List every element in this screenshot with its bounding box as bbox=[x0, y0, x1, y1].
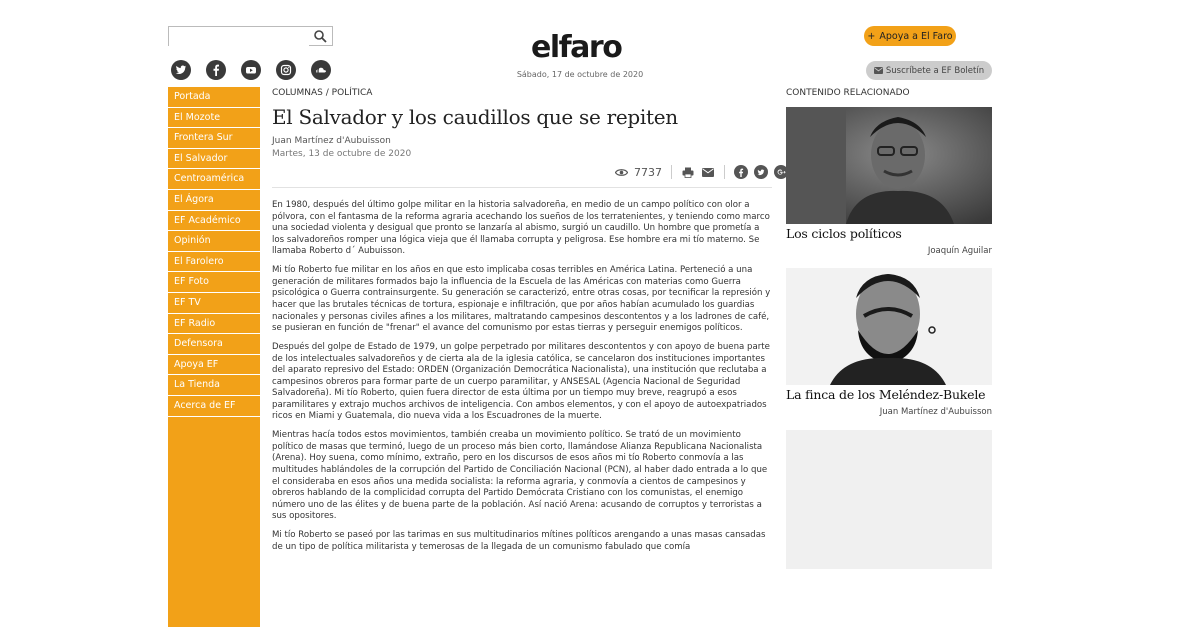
article-title: El Salvador y los caudillos que se repiten bbox=[272, 105, 678, 129]
nav-item-portada[interactable]: Portada bbox=[168, 87, 260, 108]
nav-item-el-agora[interactable]: El Ágora bbox=[168, 190, 260, 211]
article-paragraph: Mientras hacía todos estos movimientos, también creaba un movimiento político. Se trató de un movimiento político de masas que terminó, luego de un proceso más bien corto, llamándose Alianza Republicana Nacionalista (Arena). Hoy suena, como mínimo, extraño, pero en los discursos de esos años mi tío Roberto conmovía a las multitudes hablándoles de la corrupción del Partido de Conciliación Nacional (PCN), al haber dado entrada a lo que el consideraba en esos años una medida socialista: la reforma agraria, y conmovía a cientos de campesinos y obreros hablando de la complicidad corrupta del Partido Demócrata Cristiano con los comunistas, el enemigo número uno de las élites y de buena parte de la población. Así nació Arena: acusando de corruptos y terroristas a sus opositores. bbox=[272, 430, 768, 522]
section-nav bbox=[168, 87, 260, 627]
nav-item-el-mozote[interactable]: El Mozote bbox=[168, 108, 260, 129]
related-title-1[interactable]: Los ciclos políticos bbox=[786, 226, 902, 241]
related-author-1: Joaquín Aguilar bbox=[927, 246, 992, 256]
facebook-share-icon[interactable] bbox=[734, 165, 748, 179]
nav-item-apoya-ef[interactable]: Apoya EF bbox=[168, 355, 260, 376]
nav-item-ef-foto[interactable]: EF Foto bbox=[168, 272, 260, 293]
instagram-icon[interactable] bbox=[276, 60, 296, 80]
nav-item-acerca-de-ef[interactable]: Acerca de EF bbox=[168, 396, 260, 417]
twitter-share-icon[interactable] bbox=[754, 165, 768, 179]
article-body bbox=[272, 200, 772, 561]
donate-button[interactable] bbox=[864, 26, 956, 46]
eye-icon bbox=[615, 168, 628, 177]
nav-item-centroamerica[interactable]: Centroamérica bbox=[168, 169, 260, 190]
related-content bbox=[786, 88, 992, 417]
article-paragraph: Mi tío Roberto fue militar en los años en que esto implicaba cosas terribles en América Latina. Perteneció a una generación de militares formados bajo la influencia de la Escuela de las Américas con materias como Guerra psicológica o Guerra contrainsurgente. Su generación se caracterizó, entre otras cosas, por tecnificar la represión y hacer que las brutales técnicas de tortura, espionaje e infiltración, que por años habían acumulado los guardias nacionales y personas civiles afines a los militares, maltratando campesinos descontentos y a los ladrones de café, se pusieran en función de "frenar" el avance del comunismo por estas tierras y perseguir enemigos políticos. bbox=[272, 265, 771, 334]
nav-item-ef-academico[interactable]: EF Académico bbox=[168, 211, 260, 232]
search-icon[interactable] bbox=[313, 29, 327, 43]
facebook-icon[interactable] bbox=[206, 60, 226, 80]
nav-item-el-salvador[interactable]: El Salvador bbox=[168, 149, 260, 170]
subscribe-label: Suscríbete a EF Boletín bbox=[885, 65, 985, 76]
article-author[interactable]: Juan Martínez d'Aubuisson bbox=[272, 136, 391, 146]
article-paragraph: Después del golpe de Estado de 1979, un golpe perpetrado por militares descontentos y con apoyo de buena parte de los intelectuales salvadoreños y de cierta ala de la iglesia católica, se cancelaron dos instituciones importantes del aparato represivo del Estado: ORDEN (Organización Democrática Nacionalista), una institución que reclutaba a campesinos obreros para formar parte de un cuerpo paramilitar, y ANSESAL (Agencia Nacional de Seguridad Salvadoreña). Mi tío Roberto, quien fuera director de esta última por un tiempo muy breve, reagrupó a esos paramilitares y extrajo muchos archivos de inteligencia. Con ambos elementos, y con el apoyo de autoexpatriados ricos en Miami y Guatemala, dio nueva vida a los Escuadrones de la muerte. bbox=[272, 341, 770, 422]
nav-item-ef-radio[interactable]: EF Radio bbox=[168, 314, 260, 335]
toolbar-divider bbox=[724, 165, 725, 179]
soundcloud-icon[interactable] bbox=[311, 60, 331, 80]
social-links bbox=[171, 60, 331, 80]
related-author-2: Juan Martínez d'Aubuisson bbox=[879, 407, 992, 417]
article-date: Martes, 13 de octubre de 2020 bbox=[272, 149, 412, 159]
nav-item-la-tienda[interactable]: La Tienda bbox=[168, 375, 260, 396]
article-divider bbox=[272, 187, 772, 188]
related-image-2[interactable] bbox=[786, 268, 992, 385]
email-icon[interactable] bbox=[701, 165, 715, 179]
article-paragraph: En 1980, después del último golpe militar en la historia salvadoreña, en medio de un campo político con olor a pólvora, con el fantasma de la reforma agraria acechando los sueños de los terratenientes, y teniendo como marco una sociedad violenta y desigual que pronto se lanzaría al abismo, surgió un caudillo. Un hombre que prometía a los salvadoreños romper una lógica vieja que él llamaba corrupta y peligrosa. Ese hombre era mi tío materno. Se llamaba Roberto d´ Aubuisson. bbox=[272, 200, 770, 257]
nav-item-opinion[interactable]: Opinión bbox=[168, 231, 260, 252]
toolbar-divider bbox=[671, 165, 672, 179]
view-count: 7737 bbox=[634, 165, 662, 179]
subscribe-button[interactable] bbox=[866, 61, 992, 80]
envelope-icon bbox=[874, 67, 883, 74]
related-heading: CONTENIDO RELACIONADO bbox=[786, 88, 910, 98]
article-paragraph: Mi tío Roberto se paseó por las tarimas en sus multitudinarios mítines políticos arengando a unas masas cansadas de un tipo de política militarista y temerosas de la llegada de un comunismo fabulado que comía bbox=[272, 530, 766, 552]
youtube-icon[interactable] bbox=[241, 60, 261, 80]
related-image-1[interactable] bbox=[786, 107, 992, 224]
nav-item-defensora[interactable]: Defensora bbox=[168, 334, 260, 355]
article bbox=[272, 88, 772, 552]
site-logo[interactable]: elfaro bbox=[531, 30, 622, 65]
article-toolbar bbox=[615, 165, 788, 179]
nav-item-ef-tv[interactable]: EF TV bbox=[168, 293, 260, 314]
twitter-icon[interactable] bbox=[171, 60, 191, 80]
plus-icon: + bbox=[867, 30, 876, 42]
search-input[interactable] bbox=[169, 30, 309, 48]
article-category[interactable]: COLUMNAS / POLÍTICA bbox=[272, 88, 373, 98]
nav-item-el-farolero[interactable]: El Farolero bbox=[168, 252, 260, 273]
header-date: Sábado, 17 de octubre de 2020 bbox=[516, 70, 644, 79]
donate-label: Apoya a El Faro bbox=[879, 30, 953, 42]
ad-placeholder bbox=[786, 430, 992, 569]
related-title-2[interactable]: La finca de los Meléndez-Bukele bbox=[786, 387, 986, 402]
nav-item-frontera-sur[interactable]: Frontera Sur bbox=[168, 128, 260, 149]
print-icon[interactable] bbox=[681, 165, 695, 179]
search-box[interactable] bbox=[168, 26, 333, 46]
